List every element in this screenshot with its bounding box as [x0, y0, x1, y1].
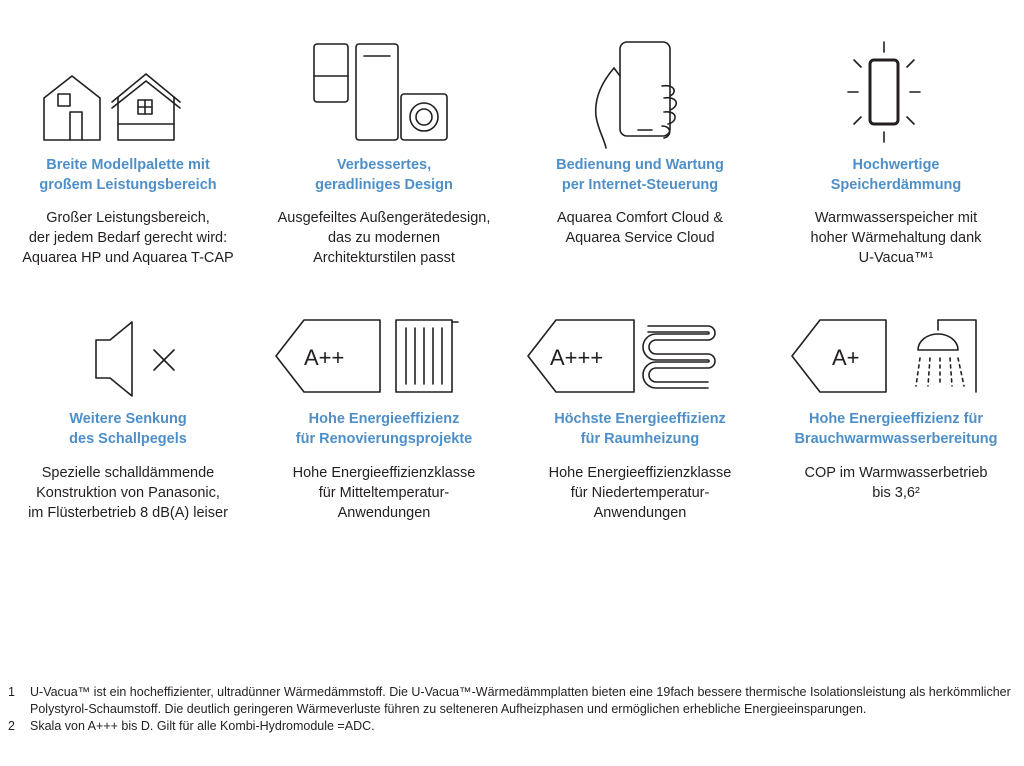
feature-title: Höchste Energieeffizienz für Raumheizung — [554, 411, 726, 447]
feature-description: Warmwasserspeicher mit hoher Wärmehaltung dank U-Vacua™¹ — [810, 210, 982, 266]
feature-title: Verbessertes, geradliniges Design — [315, 157, 453, 193]
feature-description: Großer Leistungsbereich, der jedem Bedarf gerecht wird: Aquarea HP und Aquarea T-CAP — [22, 210, 234, 266]
footnote-number: 1 — [8, 685, 15, 699]
footnote-number: 2 — [8, 719, 15, 733]
energy-class-label: A+ — [832, 345, 860, 370]
feature-description: Ausgefeiltes Außengerätedesign, das zu modernen Architekturstilen passt — [277, 210, 491, 266]
feature-title: Hohe Energieeffizienz für Renovierungsprojekte — [295, 411, 473, 447]
smartphone-hand-icon — [512, 38, 768, 148]
feature-description: Hohe Energieeffizienzklasse für Mitteltemperatur- Anwendungen — [292, 465, 476, 521]
indoor-units-icon — [256, 38, 512, 148]
feature-description: COP im Warmwasserbetrieb bis 3,6² — [804, 465, 988, 501]
feature-description: Aquarea Comfort Cloud & Aquarea Service Cloud — [556, 210, 724, 246]
footnote — [8, 684, 1013, 718]
feature-description: Hohe Energieeffizienzklasse für Niedertemperatur- Anwendungen — [548, 465, 732, 521]
footnote — [8, 718, 1013, 735]
energy-label-radiator-icon — [256, 300, 512, 410]
footnotes — [8, 684, 1013, 735]
feature-description: Spezielle schalldämmende Konstruktion von Panasonic, im Flüsterbetrieb 8 dB(A) leiser — [28, 465, 228, 521]
energy-class-label: A+++ — [550, 345, 604, 370]
insulated-tank-icon — [768, 38, 1024, 148]
feature-title: Weitere Senkung des Schallpegels — [69, 411, 187, 447]
energy-label-underfloor-icon — [512, 300, 768, 410]
energy-label-shower-icon — [768, 300, 1024, 410]
footnote-text: U-Vacua™ ist ein hocheffizienter, ultradünner Wärmedämmstoff. Die U-Vacua™-Wärmedämmplatten bieten eine 19fach bessere thermische Isolationsleistung als herkömmlicher Polystyrol-Schaumstoff. Die deutlich geringeren Wärmeverluste führen zu selteneren Aufheizphasen und ermöglichen erhebliche Energieeinsparungen. — [30, 685, 1011, 716]
feature-title: Bedienung und Wartung per Internet-Steuerung — [556, 157, 724, 193]
feature-title: Hohe Energieeffizienz für Brauchwarmwasserbereitung — [794, 411, 998, 447]
houses-icon — [0, 38, 256, 148]
feature-title: Breite Modellpalette mit großem Leistungsbereich — [39, 157, 217, 193]
speaker-mute-icon — [0, 300, 256, 410]
energy-class-label: A++ — [304, 345, 345, 370]
footnote-text: Skala von A+++ bis D. Gilt für alle Kombi-Hydromodule =ADC. — [30, 719, 375, 733]
feature-title: Hochwertige Speicherdämmung — [830, 157, 962, 193]
